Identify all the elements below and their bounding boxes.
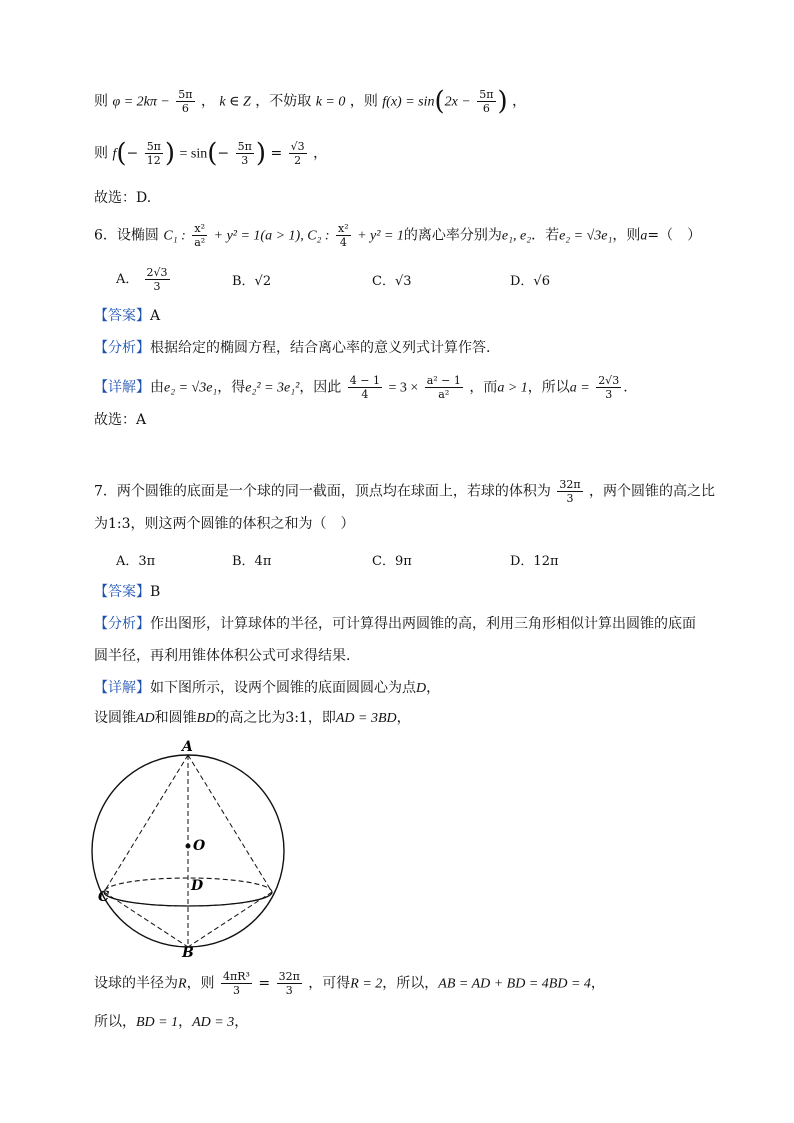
math: 2x − [444,94,471,110]
math: k = 0 [315,94,346,110]
math: f [112,146,117,162]
radius-line: 设球的半径为R，则 $\frac{\text{4πR³}}{3}$ = $\frac{32\pi}{3}$ ，可得R = 2，所以，AB = AD + BD = 4BD = 4， [94,970,605,997]
option-c-7: C．9π [372,554,412,569]
analysis-6: 【分析】根据给定的椭圆方程，结合离心率的意义列式计算作答. [94,340,491,356]
math: f(x) = sin [382,94,435,110]
label-c: C [98,889,110,905]
line-f-value: 则 f(− $\frac{5\pi}{12}$ ) = sin(− $\frac{5\pi}{3}$ ) = $\frac{√3}{2}$ ， [94,138,328,169]
option-b-6: B．√2 [232,274,272,289]
line-phi: 则 φ = 2kπ − $\frac{5\pi}{6}$ ， k ∈ Z ，不妨取 k = 0 ，则 f(x) = sin(2x − $\frac{5\pi}{6}$ ) ， [94,86,527,117]
option-d-7: D．12π [510,554,559,569]
text: ， [200,93,215,110]
question-7-line-1: 7．两个圆锥的底面是一个球的同一截面，顶点均在球面上，若球的体积为 $\frac{32\pi}{3}$ ，两个圆锥的高之比 [94,478,716,505]
option-a-6: A． $\frac{2√3}{3}$ [116,266,168,293]
text: 则 [94,145,108,162]
analysis-7-line-1: 【分析】作出图形，计算球体的半径，可计算得出两圆锥的高，利用三角形相似计算出圆锥的底面 [94,616,696,632]
label-a: A [182,739,193,755]
detail-7-line-1: 【详解】如下图所示，设两个圆锥的底面圆圆心为点D， [94,680,441,696]
math: φ = 2kπ − [112,94,170,110]
cone-edge-b-right [188,892,272,947]
option-b-7: B．4π [232,554,272,569]
text: ，则 [349,93,378,110]
fraction: $\frac{5\pi}{6}$ [178,88,193,115]
option-a-7: A．3π [116,554,156,569]
bd-ad-line: 所以，BD = 1，AD = 3， [94,1014,249,1030]
option-d-6: D．√6 [510,274,550,289]
answer-6: 【答案】A [94,308,161,324]
fraction: $\frac{√3}{2}$ [290,140,305,167]
math: = sin [179,146,208,162]
text: ，不妨取 [255,93,312,110]
question-6: 6．设椭圆 C₁ : $\frac{\text{x²}}{\text{a²}}$ + y² = 1(a > 1), C₂ : $\frac{\text{x²}}{4}$ + y² = 1的离心率分别为e₁, e₂．若e₂ = √3e₁，则a=（ ） [94,222,702,249]
detail-7-line-2: 设圆锥AD和圆锥BD的高之比为3:1，即AD = 3BD， [94,710,411,726]
cone-edge-a-right [188,755,272,892]
fraction: $\frac{5\pi}{6}$ [479,88,494,115]
analysis-7-line-2: 圆半径，再利用锥体体积公式可求得结果. [94,648,351,664]
math: k ∈ Z [219,94,251,110]
question-7-line-2: 为1:3，则这两个圆锥的体积之和为（ ） [94,516,355,532]
label-o: O [193,838,206,854]
option-c-6: C．√3 [372,274,412,289]
answer-line-5: 故选：D. [94,190,152,206]
fraction: $\frac{5\pi}{3}$ [237,140,252,167]
fraction: $\frac{5\pi}{12}$ [146,140,161,167]
center-point [186,844,191,849]
text: ， [512,93,527,110]
select-6: 故选：A [94,412,147,428]
cone-edge-cb [104,892,188,947]
label-b: B [182,945,194,960]
sphere-cone-figure [90,735,290,960]
label-d: D [191,878,204,894]
answer-7: 【答案】B [94,584,161,600]
cone-edge-ac [104,755,188,892]
detail-6: 【详解】由e₂ = √3e₁，得e₂² = 3e₁²，因此 $\frac{4 - 1}{4}$ = 3 × $\frac{\text{a² − 1}}{\text{a²}}$ ，而a > 1，所以a = $\frac{2√3}{3}$ . [94,374,628,401]
text: 则 [94,93,108,110]
